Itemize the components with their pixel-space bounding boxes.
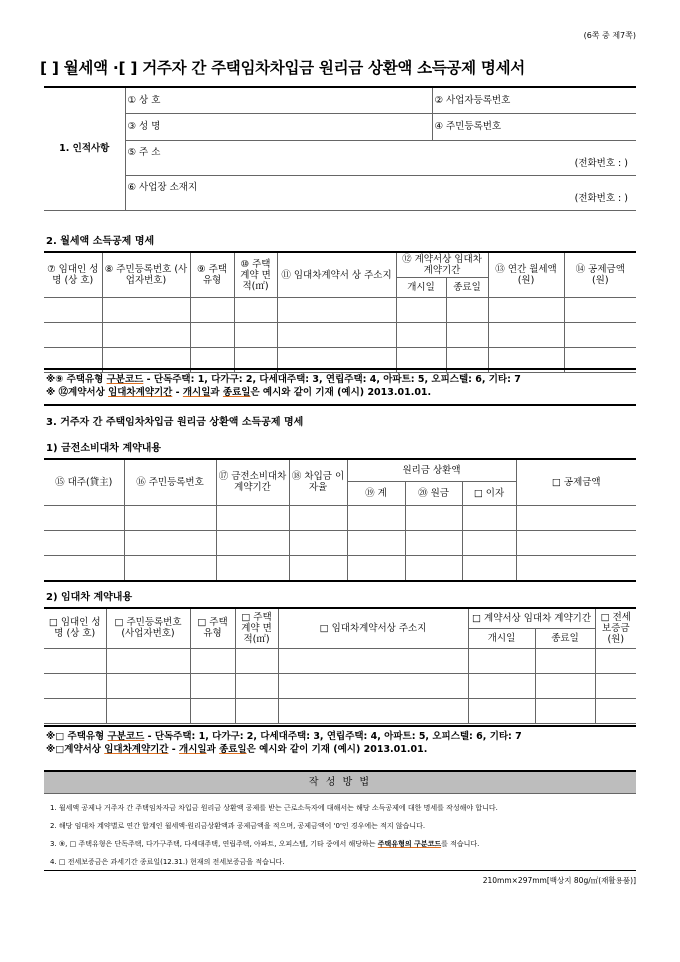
divider: [44, 580, 636, 582]
workplace-label: ⑥ 사업장 소재지: [127, 181, 198, 193]
col-end-date: 종료일: [446, 278, 488, 298]
lease-period-note: ※ ⑫계약서상 임대차계약기간 - 개시일과 종료일은 예시와 같이 기재 (예시) 2013.01.01.: [46, 387, 432, 398]
address-label: ⑤ 주 소: [127, 146, 161, 158]
col-lease-address: ⑪ 임대차계약서 상 주소지: [277, 252, 396, 298]
col-deduction: ⑭ 공제금액 (원): [564, 252, 636, 298]
section2-heading: 2. 월세액 소득공제 명세: [46, 236, 155, 247]
table-row[interactable]: [44, 698, 636, 723]
lease-housing-type-note: ※□ 주택유형 구분코드 - 단독주택: 1, 다가구: 2, 다세대주택: 3, 연립주택: 4, 아파트: 5, 오피스텔: 6, 기타: 7: [46, 731, 522, 742]
biz-reg-number-field[interactable]: ② 사업자등록번호: [432, 87, 636, 113]
col-lease-contract-period: □ 계약서상 임대차 계약기간: [468, 608, 595, 628]
table-row[interactable]: [44, 673, 636, 698]
col-principal: ⑳ 원금: [405, 481, 462, 505]
table-row[interactable]: [44, 298, 636, 323]
instruction-1: 1. 월세액 공제나 거주자 간 주택임차자금 차입금 원리금 상환액 공제를 받는 근로소득자에 대해서는 해당 소득공제에 대한 명세를 작성해야 합니다.: [50, 804, 498, 812]
monthly-rent-table: [44, 251, 636, 373]
col-lessor-name: □ 임대인 성 명 (상 호): [44, 608, 106, 648]
page-title: [ ] 월세액 ·[ ] 거주자 간 주택임차차입금 원리금 상환액 소득공제 명세서: [40, 59, 525, 77]
instruction-4: 4. □ 전세보증금은 과세기간 종료일(12.31.) 현재의 전세보증금을 적습니다.: [50, 858, 285, 866]
col-start-date: 개시일: [396, 278, 446, 298]
resident-number-field[interactable]: ④ 주민등록번호: [432, 113, 636, 140]
divider: [44, 870, 636, 871]
lease-contract-table: [44, 607, 636, 724]
table-row[interactable]: [44, 530, 636, 555]
col-lease-area: □ 주택 계약 면적(㎡): [235, 608, 278, 648]
workplace-address-field[interactable]: [125, 175, 636, 210]
housing-type-note: ※⑨ 주택유형 구분코드 - 단독주택: 1, 다가구: 2, 다세대주택: 3, 연립주택: 4, 아파트: 5, 오피스텔: 6, 기타: 7: [46, 374, 521, 385]
col-lessor-resident-number: □ 주민등록번호 (사업자번호): [106, 608, 190, 648]
divider: [44, 725, 636, 727]
address-field[interactable]: [125, 140, 636, 175]
section1-label: 1. 인적사항: [44, 87, 125, 210]
col-deposit: □ 전세보증금 (원): [595, 608, 636, 648]
section3-heading: 3. 거주자 간 주택임차차입금 원리금 상환액 소득공제 명세: [46, 417, 304, 428]
address-phone: (전화번호 : ): [574, 157, 628, 169]
person-name-field[interactable]: ③ 성 명: [125, 113, 432, 140]
col-lease-housing-type: □ 주택 유형: [190, 608, 235, 648]
trade-name-field[interactable]: ① 상 호: [125, 87, 432, 113]
col-loan-deduction: □ 공제금액: [516, 459, 636, 505]
instruction-3: 3. ⑨, □ 주택유형은 단독주택, 다가구주택, 다세대주택, 연립주택, 아파트, 오피스텔, 기타 중에서 해당하는 주택유형의 구분코드를 적습니다.: [50, 840, 480, 848]
col-lender-resident-number: ⑯ 주민등록번호: [124, 459, 216, 505]
col-landlord-name: ⑦ 임대인 성 명 (상 호): [44, 252, 102, 298]
col-total: ⑲ 계: [347, 481, 405, 505]
col-housing-type: ⑨ 주택 유형: [190, 252, 234, 298]
instructions-heading: 작 성 방 법: [44, 770, 636, 794]
col-lease-period: ⑫ 계약서상 임대차 계약기간: [396, 252, 488, 278]
col-lease-start: 개시일: [468, 628, 535, 648]
col-repayment: 원리금 상환액: [347, 459, 516, 481]
col-annual-rent: ⑬ 연간 월세액(원): [488, 252, 564, 298]
paper-spec-footer: 210mm×297mm[백상지 80g/㎡(재활용품)]: [482, 876, 636, 885]
lease-subsection-heading: 2) 임대차 계약내용: [46, 592, 133, 603]
personal-info-table: [44, 86, 636, 211]
instruction-2: 2. 해당 임대차 계약별로 연간 합계인 월세액·원리금상환액과 공제금액을 적으며, 공제금액이 '0'인 경우에는 적지 않습니다.: [50, 822, 426, 830]
workplace-phone: (전화번호 : ): [574, 192, 628, 204]
col-lease-contract-address: □ 임대차계약서상 주소지: [278, 608, 468, 648]
page-number: (6쪽 중 제7쪽): [583, 31, 636, 40]
col-lease-end: 종료일: [535, 628, 595, 648]
col-interest-rate: ⑱ 차입금 이자율: [289, 459, 347, 505]
col-interest: □ 이자: [462, 481, 516, 505]
loan-contract-table: [44, 458, 636, 581]
table-row[interactable]: [44, 648, 636, 673]
loan-subsection-heading: 1) 금전소비대차 계약내용: [46, 443, 162, 454]
table-row[interactable]: [44, 505, 636, 530]
lease-period-note-2: ※□계약서상 임대차계약기간 - 개시일과 종료일은 예시와 같이 기재 (예시) 2013.01.01.: [46, 744, 428, 755]
col-area: ⑩ 주택 계약 면적(㎡): [234, 252, 277, 298]
table-row[interactable]: [44, 323, 636, 348]
col-loan-period: ⑰ 금전소비대차 계약기간: [216, 459, 289, 505]
divider: [44, 404, 636, 406]
table-row[interactable]: [44, 555, 636, 580]
divider: [44, 368, 636, 370]
col-resident-number: ⑧ 주민등록번호 (사업자번호): [102, 252, 190, 298]
col-lender: ⑮ 대주(貸主): [44, 459, 124, 505]
